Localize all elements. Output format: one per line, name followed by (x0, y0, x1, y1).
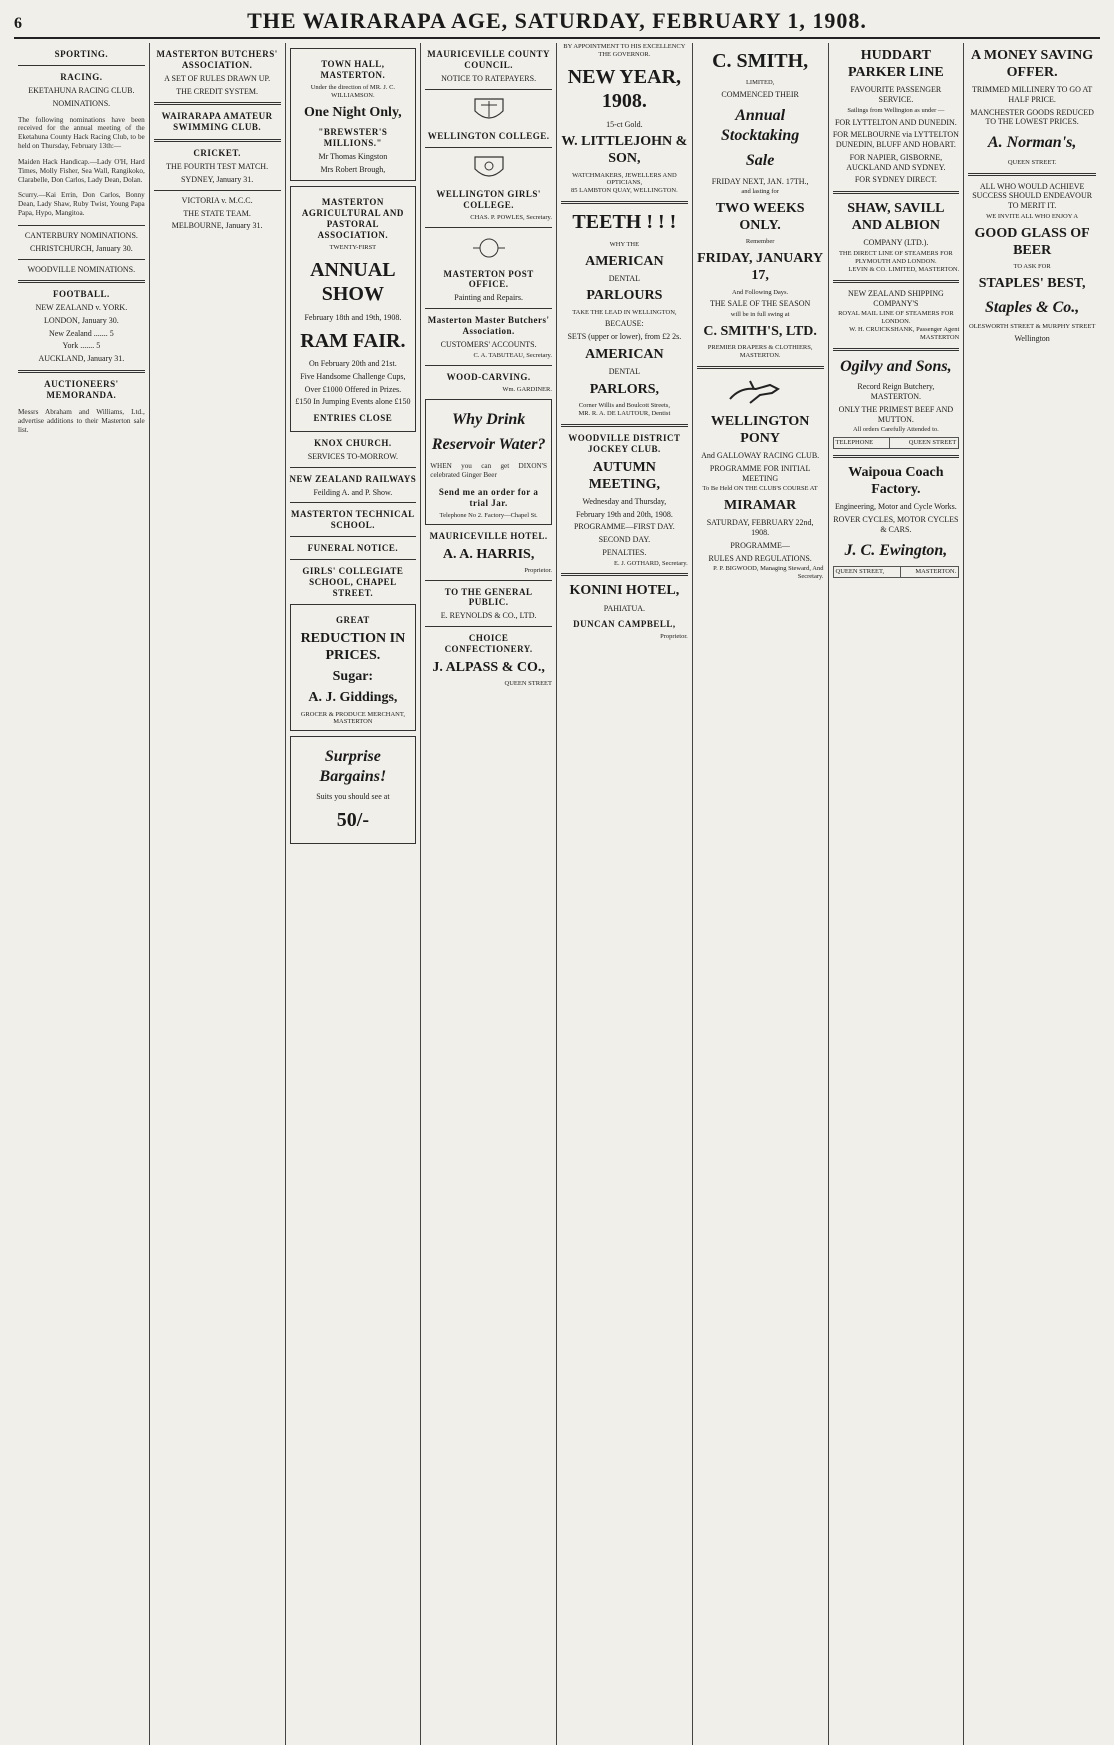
article-text: The following nominations have been received for the annual meeting of the Eketahuna County Hack Racing Club, to be held on Thursday, February 13th:— (18, 115, 145, 150)
column-7: HUDDART PARKER LINE FAVOURITE PASSENGER SERVICE. Sailings from Wellington as under — FOR LYTTELTON AND DUNEDIN. FOR MELBOURNE via LYTTELTON DUNEDIN, BLUFF AND HOBART. FOR NAPIER, GISBORNE, AUCKLAND AND SYDNEY. FOR SYDNEY DIRECT. SHAW, SAVILL AND ALBION COMPANY (LTD.). THE DIRECT LINE OF STEAMERS FOR PLYMOUTH AND LONDON. LEVIN & CO. LIMITED, MASTERTON. NEW ZEALAND SHIPPING COMPANY'S ROYAL MAIL LINE OF STEAMERS FOR LONDON. W. H. CRUICKSHANK, Passenger Agent MASTERTON Ogilvy and Sons, Record Reign Butchery, MASTERTON. ONLY THE PRIMEST BEEF AND MUTTON. All orders Carefully Attended to. TELEPHONE QUEEN STREET Waipoua Coach Factory. Engineering, Motor and Cycle Works. ROVER CYCLES, MOTOR CYCLES & CARS. J. C. Ewington, QUEEN STREET, MASTERTON. (829, 43, 965, 1745)
article-subheading: A SET OF RULES DRAWN UP. (164, 73, 271, 83)
dateline: MELBOURNE, January 31. (171, 221, 263, 231)
article-text: Maiden Hack Handicap.—Lady O'H, Hard Times, Molly Fisher, Sea Wall, Rangikoko, Clarabelle, Don Carlos, Lady Dean, Dolan. (18, 157, 145, 184)
article-heading: NEW ZEALAND v. YORK. (35, 303, 128, 313)
article-subheading: THE STATE TEAM. (183, 208, 251, 218)
page-number: 6 (14, 15, 22, 32)
score-line: York ....... 5 (62, 341, 101, 351)
teeth-heading: TEETH ! ! ! (572, 211, 677, 234)
notice-heading: FUNERAL NOTICE. (307, 543, 399, 554)
notice-heading: NEW ZEALAND RAILWAYS (289, 473, 417, 484)
section-heading: RACING. (60, 71, 103, 82)
article-heading: MASTERTON BUTCHERS' ASSOCIATION. (156, 49, 278, 70)
columns (14, 43, 1100, 1745)
notice-heading: KNOX CHURCH. (314, 437, 392, 448)
dateline: LONDON, January 30. (44, 315, 119, 325)
dateline: SYDNEY, January 31. (180, 175, 254, 185)
notice-heading: CHOICE CONFECTIONERY. (444, 633, 533, 655)
score-line: New Zealand ....... 5 (48, 328, 114, 338)
column-4: MAURICEVILLE COUNTY COUNCIL. NOTICE TO RATEPAYERS. WELLINGTON COLLEGE. WELLINGTON GIRLS' COLLEGE. CHAS. P. POWLES, Secretary. MASTERTON POST OFFICE. Painting and Repairs. Masterton Master Butchers' Association. CUSTOMERS' ACCOUNTS. C. A. TABUTEAU, Secretary. WOOD-CARVING. Wm. GARDINER. Why Drink Reservoir Water? WHEN you can get DIXON'S celebrated Ginger Beer Send me an order for a trial Jar. Telephone No 2. Factory—Chapel St. MAURICEVILLE HOTEL. A. A. HARRIS, Proprietor. TO THE GENERAL PUBLIC. E. REYNOLDS & CO., LTD. CHOICE CONFECTIONERY. J. ALPASS & CO., QUEEN STREET (421, 43, 557, 1745)
notice-heading: WELLINGTON COLLEGE. (427, 130, 550, 141)
notice-heading: Masterton Master Butchers' Association. (427, 315, 550, 337)
article-subheading: NOMINATIONS. (52, 98, 111, 108)
section-heading: FOOTBALL. (52, 289, 110, 300)
royal-crest-icon (467, 233, 511, 263)
notice-heading: WOOD-CARVING. (446, 371, 531, 382)
column-2 (150, 43, 286, 1745)
new-year-heading: NEW YEAR, 1908. (567, 65, 682, 113)
ginger-beer-ad: Why Drink Reservoir Water? WHEN you can get DIXON'S celebrated Ginger Beer Send me an order for a trial Jar. Telephone No 2. Factory—Chapel St. (425, 399, 552, 525)
notice-heading: GIRLS' COLLEGIATE SCHOOL, CHAPEL STREET. (302, 566, 404, 599)
grocer-ad: GREAT REDUCTION IN PRICES. Sugar: A. J. Giddings, GROCER & PRODUCE MERCHANT, MASTERTON (290, 604, 417, 731)
telephone-row: TELEPHONE QUEEN STREET (833, 437, 960, 449)
article-heading: WOODVILLE NOMINATIONS. (27, 264, 136, 274)
notice-heading: MAURICEVILLE HOTEL. (429, 530, 548, 541)
article-text: Messrs Abraham and Williams, Ltd., advertise additions to their Masterton sale list. (18, 408, 145, 434)
article-text: Scurry.—Kai Errin, Don Carlos, Bonny Dean, Lady Shaw, Ruby Twist, Young Papa Papa, Hypo, Mangitoa. (18, 191, 145, 218)
dateline: CHRISTCHURCH, January 30. (30, 243, 133, 253)
notice-heading: WELLINGTON GIRLS' COLLEGE. (436, 188, 541, 210)
article-heading: CANTERBURY NOMINATIONS. (24, 231, 138, 240)
suits-ad: Surprise Bargains! Suits you should see at 50/- (290, 736, 417, 843)
article-heading: VICTORIA v. M.C.C. (181, 195, 253, 205)
column-6: C. SMITH, LIMITED, COMMENCED THEIR Annual Stocktaking Sale FRIDAY NEXT, JAN. 17TH., and lasting for TWO WEEKS ONLY. Remember FRIDAY, JANUARY 17, And Following Days. THE SALE OF THE SEASON will be in full swing at C. SMITH'S, LTD. PREMIER DRAPERS & CLOTHIERS, MASTERTON. WELLINGTON PONY And GALLOWAY RACING CLUB. PROGRAMME FOR INITIAL MEETING To Be Held ON THE CLUB'S COURSE AT MIRAMAR SATURDAY, FEBRUARY 22nd, 1908. PROGRAMME— RULES AND REGULATIONS. P. P. BIGWOOD, Managing Steward, And Secretary. (693, 43, 829, 1745)
column-5: BY APPOINTMENT TO HIS EXCELLENCY THE GOVERNOR. NEW YEAR, 1908. 15-ct Gold. W. LITTLEJOHN & SON, WATCHMAKERS, JEWELLERS AND OPTICIANS, 85 LAMBTON QUAY, WELLINGTON. TEETH ! ! ! WHY THE AMERICAN DENTAL PARLOURS TAKE THE LEAD IN WELLINGTON, BECAUSE: SETS (upper or lower), from £2 2s. AMERICAN DENTAL PARLORS, Corner Willis and Boulcott Streets, MR. R. A. DE LAUTOUR, Dentist WOODVILLE DISTRICT JOCKEY CLUB. AUTUMN MEETING, Wednesday and Thursday, February 19th and 20th, 1908. PROGRAMME—FIRST DAY. SECOND DAY. PENALTIES. E. J. GOTHARD, Secretary. KONINI HOTEL, PAHIATUA. DUNCAN CAMPBELL, Proprietor. (557, 43, 693, 1745)
article-heading: THE FOURTH TEST MATCH. (166, 162, 269, 172)
college-crest-icon (467, 153, 511, 183)
racehorse-icon (720, 375, 800, 409)
address-row: QUEEN STREET, MASTERTON. (833, 566, 960, 578)
masthead (14, 8, 1100, 39)
notice-heading: MASTERTON TECHNICAL SCHOOL. (291, 509, 415, 531)
column-3: TOWN HALL, MASTERTON. Under the direction of MR. J. C. WILLIAMSON. One Night Only, "BREWSTER'S MILLIONS." Mr Thomas Kingston Mrs Robert Brough, MASTERTON AGRICULTURAL AND PASTORAL ASSOCIATION. TWENTY-FIRST ANNUAL SHOW February 18th and 19th, 1908. RAM FAIR. On February 20th and 21st. Five Handsome Challenge Cups, Over £1000 Offered in Prizes. £150 In Jumping Events alone £150 ENTRIES CLOSE KNOX CHURCH. SERVICES TO-MORROW. NEW ZEALAND RAILWAYS Feilding A. and P. Show. MASTERTON TECHNICAL SCHOOL. FUNERAL NOTICE. GIRLS' COLLEGIATE SCHOOL, CHAPEL STREET. GREAT REDUCTION IN PRICES. Sugar: A. J. Giddings, GROCER & PRODUCE MERCHANT, MASTERTON Surprise Bargains! Suits you should see at 50/- (286, 43, 422, 1745)
college-crest-icon (467, 95, 511, 125)
notice-heading: WOODVILLE DISTRICT JOCKEY CLUB. (568, 432, 681, 454)
section-heading: AUCTIONEERS' MEMORANDA. (44, 378, 119, 400)
newspaper-title: THE WAIRARAPA AGE, SATURDAY, FEBRUARY 1, 1908. (247, 8, 867, 33)
column-1 (14, 43, 150, 1745)
article-heading: WAIRARAPA AMATEUR SWIMMING CLUB. (161, 111, 273, 133)
article-subheading: THE CREDIT SYSTEM. (176, 86, 259, 96)
notice-heading: TO THE GENERAL PUBLIC. (444, 586, 533, 608)
show-ad: MASTERTON AGRICULTURAL AND PASTORAL ASSOCIATION. TWENTY-FIRST ANNUAL SHOW February 18th and 19th, 1908. RAM FAIR. On February 20th and 21st. Five Handsome Challenge Cups, Over £1000 Offered in Prizes. £150 In Jumping Events alone £150 ENTRIES CLOSE (290, 186, 417, 432)
section-heading: SPORTING. (54, 49, 109, 59)
dateline: AUCKLAND, January 31. (38, 354, 125, 364)
section-heading: CRICKET. (193, 148, 241, 159)
article-heading: EKETAHUNA RACING CLUB. (28, 85, 135, 95)
notice-heading: MAURICEVILLE COUNTY COUNCIL. (427, 49, 550, 70)
theatre-ad: TOWN HALL, MASTERTON. Under the direction of MR. J. C. WILLIAMSON. One Night Only, "BREWSTER'S MILLIONS." Mr Thomas Kingston Mrs Robert Brough, (290, 48, 417, 181)
notice-heading: MASTERTON POST OFFICE. (443, 268, 534, 290)
column-8: A MONEY SAVING OFFER. TRIMMED MILLINERY TO GO AT HALF PRICE. MANCHESTER GOODS REDUCED TO THE LOWEST PRICES. A. Norman's, QUEEN STREET. ALL WHO WOULD ACHIEVE SUCCESS SHOULD ENDEAVOUR TO MERIT IT. WE INVITE ALL WHO ENJOY A GOOD GLASS OF BEER TO ASK FOR STAPLES' BEST, Staples & Co., OLESWORTH STREET & MURPHY STREET Wellington (968, 48, 1096, 344)
